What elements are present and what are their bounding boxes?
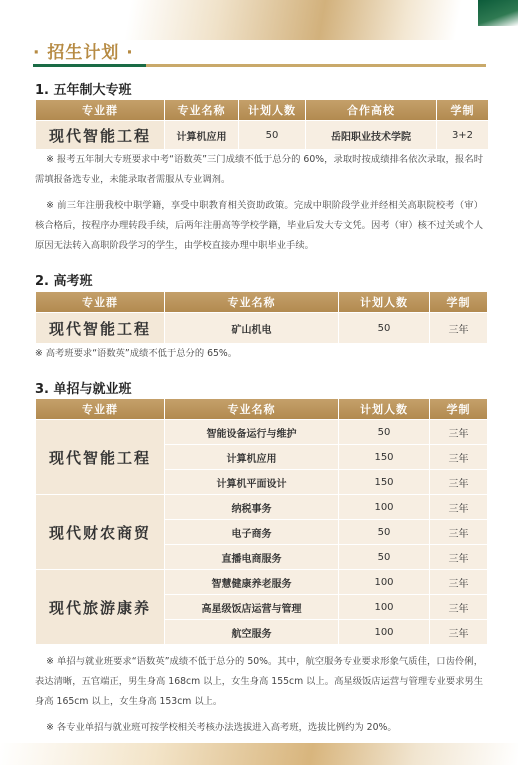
- single-recruit-note-1: ※ 单招与就业班要求“语数英”成绩不低于总分的 50%。其中，航空服务专业要求形象气质佳，口齿伶俐，表达清晰，五官端正，男生身高 168cm 以上，女生身高 155cm 以上。高星级饭店运营与管理专业要求男生身高 165cm 以上，女生身高 153cm 以上。: [35, 656, 483, 707]
- table-header-row: [36, 399, 487, 419]
- table-header-row: [36, 292, 487, 312]
- count-cell: 50: [339, 545, 429, 569]
- table-row: [36, 570, 487, 594]
- header-major: 专业名称: [165, 100, 238, 120]
- section-title-gaokao: 2. 高考班: [35, 274, 93, 289]
- major-cell: 电子商务: [165, 520, 338, 544]
- count-cell: 150: [339, 470, 429, 494]
- major-cell: 智能设备运行与维护: [165, 420, 338, 444]
- single-recruit-note-2: ※ 各专业单招与就业班可按学校相关考核办法选拔进入高考班，选拔比例约为 20%。: [46, 722, 397, 733]
- gaokao-table: [35, 291, 488, 344]
- single-recruit-table: [35, 398, 488, 645]
- duration-cell: 三年: [430, 495, 487, 519]
- count-cell: 50: [339, 420, 429, 444]
- table-header-row: [36, 100, 488, 120]
- duration-cell: 3+2: [437, 121, 488, 149]
- header-group: 专业群: [36, 100, 164, 120]
- header-major: 专业名称: [165, 292, 338, 312]
- major-cell: 计算机应用: [165, 121, 238, 149]
- duration-cell: 三年: [430, 520, 487, 544]
- major-cell: 计算机应用: [165, 445, 338, 469]
- group-cell: 现代智能工程: [36, 420, 164, 494]
- count-cell: 50: [339, 520, 429, 544]
- header-count: 计划人数: [339, 399, 429, 419]
- group-cell: 现代旅游康养: [36, 570, 164, 644]
- page-title: · 招生计划 ·: [33, 43, 134, 63]
- duration-cell: 三年: [430, 620, 487, 644]
- college-cell: 岳阳职业技术学院: [306, 121, 436, 149]
- group-cell: 现代智能工程: [36, 313, 164, 343]
- header-duration: 学制: [430, 292, 487, 312]
- major-cell: 矿山机电: [165, 313, 338, 343]
- count-cell: 150: [339, 445, 429, 469]
- header-decoration: [0, 0, 518, 40]
- table-row: [36, 121, 488, 149]
- count-cell: 100: [339, 495, 429, 519]
- duration-cell: 三年: [430, 570, 487, 594]
- table-row: [36, 420, 487, 444]
- title-underline: [33, 64, 486, 67]
- header-group: 专业群: [36, 399, 164, 419]
- group-cell: 现代智能工程: [36, 121, 164, 149]
- count-cell: 100: [339, 570, 429, 594]
- header-count: 计划人数: [239, 100, 305, 120]
- major-cell: 纳税事务: [165, 495, 338, 519]
- duration-cell: 三年: [430, 595, 487, 619]
- major-cell: 直播电商服务: [165, 545, 338, 569]
- header-duration: 学制: [437, 100, 488, 120]
- count-cell: 100: [339, 620, 429, 644]
- header-count: 计划人数: [339, 292, 429, 312]
- header-duration: 学制: [430, 399, 487, 419]
- header-major: 专业名称: [165, 399, 338, 419]
- duration-cell: 三年: [430, 470, 487, 494]
- section-title-single-recruit: 3. 单招与就业班: [35, 382, 132, 397]
- duration-cell: 三年: [430, 420, 487, 444]
- major-cell: 航空服务: [165, 620, 338, 644]
- table-row: [36, 313, 487, 343]
- five-year-note-1: ※ 报考五年制大专班要求中考“语数英”三门成绩不低于总分的 60%，录取时按成绩排名依次录取，报名时需填报备选专业，未能录取者需服从专业调剂。: [35, 154, 483, 185]
- gaokao-note: ※ 高考班要求“语数英”成绩不低于总分的 65%。: [35, 348, 238, 359]
- major-cell: 计算机平面设计: [165, 470, 338, 494]
- five-year-note-2: ※ 前三年注册我校中职学籍，享受中职教育相关资助政策。完成中职阶段学业并经相关高职院校考（审）核合格后，按程序办理转段手续，后两年注册高等学校学籍，毕业后发大专文凭。因考（审）核不过关或个人原因无法转入高职阶段学习的学生，由学校直接办理中职毕业手续。: [35, 200, 483, 251]
- duration-cell: 三年: [430, 545, 487, 569]
- duration-cell: 三年: [430, 445, 487, 469]
- header-group: 专业群: [36, 292, 164, 312]
- footer-decoration: [0, 743, 518, 765]
- header-college: 合作高校: [306, 100, 436, 120]
- group-cell: 现代财农商贸: [36, 495, 164, 569]
- count-cell: 100: [339, 595, 429, 619]
- count-cell: 50: [339, 313, 429, 343]
- major-cell: 智慧健康养老服务: [165, 570, 338, 594]
- header-decoration-green: [478, 0, 518, 26]
- duration-cell: 三年: [430, 313, 487, 343]
- count-cell: 50: [239, 121, 305, 149]
- table-row: [36, 495, 487, 519]
- section-title-five-year: 1. 五年制大专班: [35, 83, 132, 98]
- major-cell: 高星级饭店运营与管理: [165, 595, 338, 619]
- five-year-table: [35, 99, 489, 150]
